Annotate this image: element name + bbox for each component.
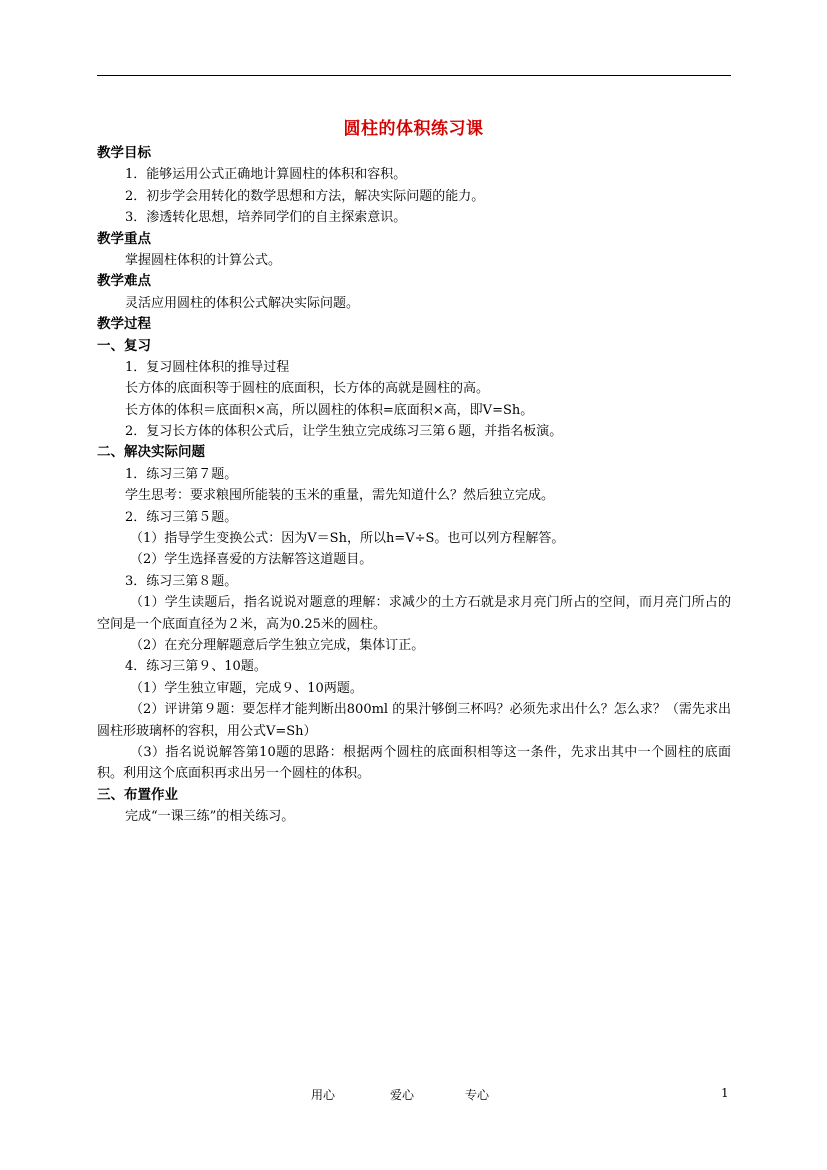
solve-paragraph: （1）学生读题后，指名说说对题意的理解：求减少的土方石就是求月亮门所占的空间，而月亮门所占的空间是一个底面直径为２米，高为0.25米的圆柱。 (97, 595, 731, 632)
subsection-heading-homework: 三、布置作业 (97, 786, 178, 803)
header-rule (97, 75, 731, 76)
footer-text-2: 爱心 (390, 1088, 415, 1102)
document-body (97, 143, 731, 828)
page-title: 圆柱的体积练习课 (343, 119, 484, 139)
solve-line: 1．练习三第７题。 (125, 466, 238, 482)
footer-text-3: 专心 (465, 1088, 490, 1102)
footer-text-1: 用心 (311, 1088, 336, 1102)
subsection-heading-solve: 二、解决实际问题 (97, 444, 205, 461)
review-line: 1．复习圆柱体积的推导过程 (125, 359, 290, 375)
solve-line: （1）学生独立审题，完成９、10两题。 (130, 680, 363, 696)
solve-line: 3．练习三第８题。 (125, 573, 238, 589)
key-point: 掌握圆柱体积的计算公式。 (125, 252, 282, 268)
solve-line: （1）指导学生变换公式：因为V＝Sh，所以h=V÷S。也可以列方程解答。 (130, 531, 565, 547)
review-line: 长方体的底面积等于圆柱的底面积，长方体的高就是圆柱的高。 (125, 381, 490, 397)
section-heading-goals: 教学目标 (97, 145, 151, 161)
solve-line: 学生思考：要求粮囤所能装的玉米的重量，需先知道什么？然后独立完成。 (125, 488, 555, 504)
solve-line: 4．练习三第９、10题。 (125, 659, 267, 675)
section-heading-process: 教学过程 (97, 316, 151, 333)
solve-paragraph: （2）评讲第９题：要怎样才能判断出800ml 的果汁够倒三杯吗？必须先求出什么？怎么求？（需先求出圆柱形玻璃杯的容积，用公式V=Sh） (97, 702, 731, 739)
section-heading-key: 教学重点 (97, 230, 151, 247)
solve-line: 2．练习三第５题。 (125, 509, 238, 525)
difficulty-point: 灵活应用圆柱的体积公式解决实际问题。 (125, 295, 360, 311)
solve-line: （2）在充分理解题意后学生独立完成，集体订正。 (130, 638, 425, 654)
section-heading-difficulty: 教学难点 (97, 273, 151, 290)
solve-paragraph: （3）指名说说解答第10题的思路：根据两个圆柱的底面积相等这一条件，先求出其中一个圆柱的底面积。利用这个底面积再求出另一个圆柱的体积。 (97, 745, 731, 782)
review-line: 2．复习长方体的体积公式后，让学生独立完成练习三第６题，并指名板演。 (125, 424, 563, 440)
review-line: 长方体的体积＝底面积×高，所以圆柱的体积=底面积×高，即V=Sh。 (125, 402, 534, 418)
subsection-heading-review: 一、复习 (97, 337, 151, 354)
goal-item: 3．渗透转化思想，培养同学们的自主探索意识。 (125, 210, 407, 226)
goal-item: 1．能够运用公式正确地计算圆柱的体积和容积。 (125, 167, 407, 183)
solve-line: （2）学生选择喜爱的方法解答这道题目。 (130, 552, 373, 568)
goal-item: 2．初步学会用转化的数学思想和方法，解决实际问题的能力。 (125, 188, 485, 204)
page-number: 1 (721, 1086, 729, 1100)
homework-line: 完成“一课三练”的相关练习。 (125, 809, 295, 825)
